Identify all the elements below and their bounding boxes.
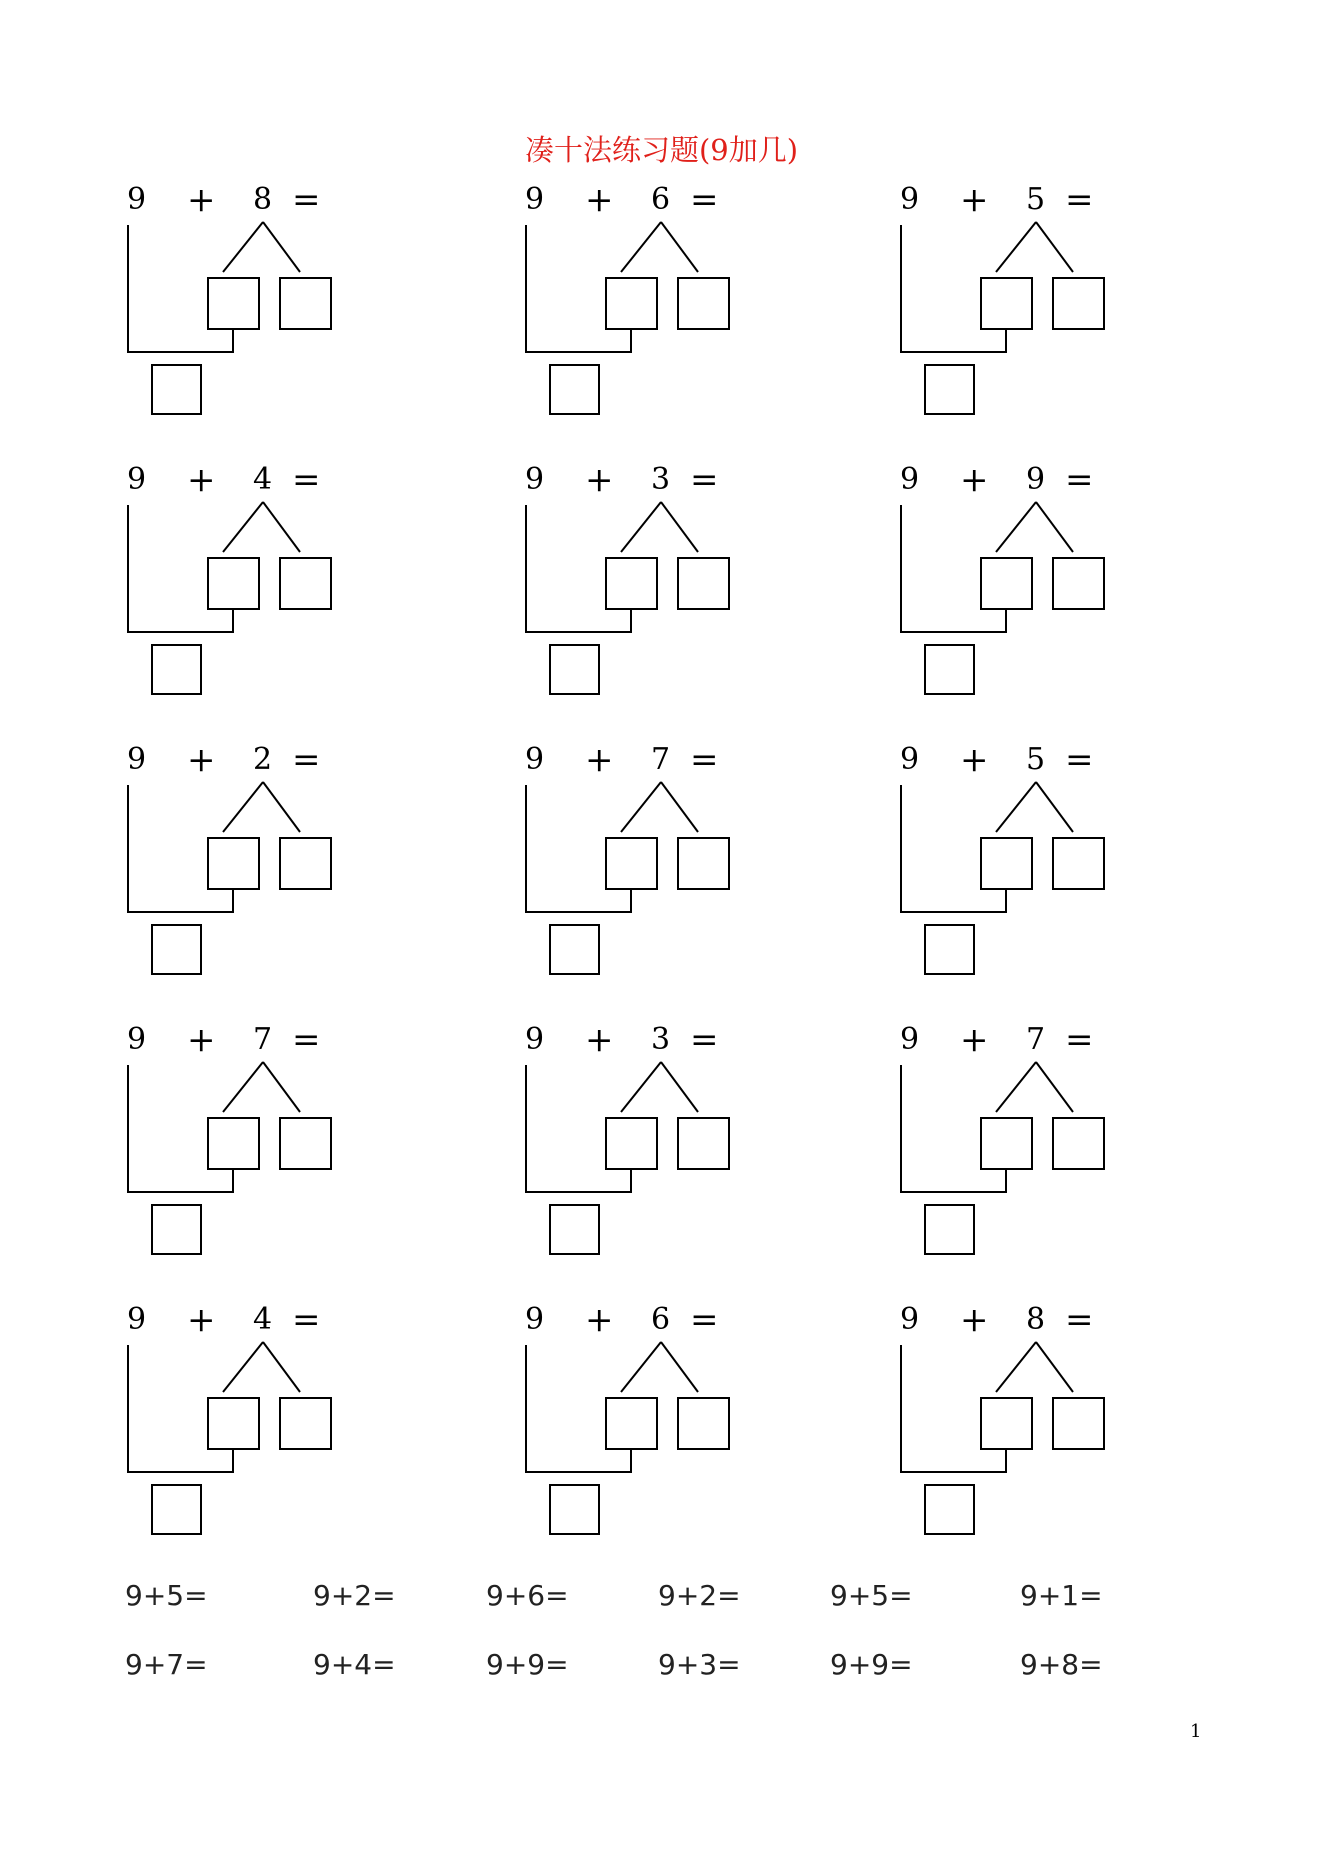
- split-line-left: [996, 502, 1036, 552]
- second-addend: 6: [651, 182, 671, 217]
- addend-nine: 9: [900, 1302, 920, 1337]
- combine-bracket: [901, 225, 1006, 352]
- part-box-left: [606, 278, 657, 329]
- second-addend: 7: [1026, 1022, 1046, 1057]
- combine-bracket: [526, 785, 631, 912]
- quick-equation: 9+5=: [125, 1579, 208, 1612]
- addend-nine: 9: [127, 1302, 147, 1337]
- problem-item: [898, 1300, 1278, 1560]
- quick-equation: 9+9=: [830, 1648, 913, 1681]
- second-addend: 3: [651, 1022, 671, 1057]
- second-addend: 9: [1026, 462, 1046, 497]
- equals-sign: =: [1065, 180, 1094, 220]
- combine-bracket: [901, 785, 1006, 912]
- answer-box[interactable]: [924, 644, 975, 695]
- answer-box[interactable]: [151, 1204, 202, 1255]
- part-box-left: [606, 1398, 657, 1449]
- part-box-right: [1053, 1118, 1104, 1169]
- quick-equation: 9+9=: [486, 1648, 569, 1681]
- split-line-left: [996, 222, 1036, 272]
- split-line-right: [263, 782, 300, 832]
- quick-equation: 9+1=: [1020, 1579, 1103, 1612]
- part-box-right: [678, 278, 729, 329]
- split-line-left: [996, 782, 1036, 832]
- split-line-right: [661, 782, 698, 832]
- part-box-left: [208, 558, 259, 609]
- part-box-left: [981, 558, 1032, 609]
- part-box-right: [1053, 278, 1104, 329]
- equals-sign: =: [1065, 740, 1094, 780]
- quick-equation: 9+2=: [658, 1579, 741, 1612]
- combine-bracket: [901, 1065, 1006, 1192]
- second-addend: 7: [253, 1022, 273, 1057]
- quick-equation-row: [0, 1645, 1323, 1685]
- plus-sign: +: [187, 1020, 216, 1060]
- part-box-right: [280, 278, 331, 329]
- plus-sign: +: [960, 1020, 989, 1060]
- answer-box[interactable]: [924, 924, 975, 975]
- split-line-right: [661, 502, 698, 552]
- quick-equation: 9+2=: [313, 1579, 396, 1612]
- plus-sign: +: [585, 1020, 614, 1060]
- split-line-left: [223, 1062, 263, 1112]
- split-line-right: [263, 222, 300, 272]
- equals-sign: =: [1065, 1300, 1094, 1340]
- split-line-left: [621, 1342, 661, 1392]
- second-addend: 8: [253, 182, 273, 217]
- part-box-left: [208, 278, 259, 329]
- part-box-left: [208, 1398, 259, 1449]
- part-box-left: [981, 1398, 1032, 1449]
- equals-sign: =: [690, 1300, 719, 1340]
- plus-sign: +: [187, 740, 216, 780]
- answer-box[interactable]: [924, 1484, 975, 1535]
- answer-box[interactable]: [549, 644, 600, 695]
- part-box-right: [280, 1118, 331, 1169]
- answer-box[interactable]: [151, 644, 202, 695]
- part-box-left: [981, 1118, 1032, 1169]
- split-line-right: [661, 1342, 698, 1392]
- second-addend: 6: [651, 1302, 671, 1337]
- split-line-left: [621, 502, 661, 552]
- combine-bracket: [128, 785, 233, 912]
- page-number: 1: [1190, 1721, 1202, 1742]
- split-line-right: [1036, 1342, 1073, 1392]
- problem-item: [523, 180, 903, 440]
- split-line-right: [1036, 222, 1073, 272]
- plus-sign: +: [960, 180, 989, 220]
- second-addend: 4: [253, 1302, 273, 1337]
- addend-nine: 9: [525, 1022, 545, 1057]
- split-line-right: [1036, 502, 1073, 552]
- addend-nine: 9: [900, 182, 920, 217]
- second-addend: 8: [1026, 1302, 1046, 1337]
- plus-sign: +: [585, 460, 614, 500]
- equals-sign: =: [1065, 1020, 1094, 1060]
- equals-sign: =: [1065, 460, 1094, 500]
- part-box-right: [1053, 838, 1104, 889]
- part-box-left: [208, 838, 259, 889]
- problem-item: [125, 1020, 505, 1280]
- split-line-left: [223, 1342, 263, 1392]
- second-addend: 5: [1026, 742, 1046, 777]
- problem-item: [125, 460, 505, 720]
- combine-bracket: [128, 505, 233, 632]
- quick-equation-row: [0, 1576, 1323, 1616]
- split-line-right: [1036, 1062, 1073, 1112]
- part-box-left: [606, 558, 657, 609]
- equals-sign: =: [690, 740, 719, 780]
- addend-nine: 9: [127, 742, 147, 777]
- plus-sign: +: [187, 1300, 216, 1340]
- answer-box[interactable]: [549, 364, 600, 415]
- plus-sign: +: [187, 460, 216, 500]
- problem-item: [523, 1020, 903, 1280]
- split-line-right: [661, 222, 698, 272]
- second-addend: 7: [651, 742, 671, 777]
- addend-nine: 9: [127, 1022, 147, 1057]
- quick-equation: 9+3=: [658, 1648, 741, 1681]
- part-box-right: [678, 1398, 729, 1449]
- plus-sign: +: [585, 740, 614, 780]
- answer-box[interactable]: [151, 1484, 202, 1535]
- part-box-right: [1053, 1398, 1104, 1449]
- quick-equation: 9+8=: [1020, 1648, 1103, 1681]
- second-addend: 4: [253, 462, 273, 497]
- combine-bracket: [526, 1065, 631, 1192]
- problem-item: [898, 740, 1278, 1000]
- part-box-right: [280, 838, 331, 889]
- combine-bracket: [128, 225, 233, 352]
- answer-box[interactable]: [549, 924, 600, 975]
- addend-nine: 9: [127, 462, 147, 497]
- answer-box[interactable]: [924, 364, 975, 415]
- addend-nine: 9: [127, 182, 147, 217]
- equals-sign: =: [292, 460, 321, 500]
- addend-nine: 9: [525, 462, 545, 497]
- part-box-right: [678, 838, 729, 889]
- part-box-left: [606, 1118, 657, 1169]
- plus-sign: +: [960, 740, 989, 780]
- answer-box[interactable]: [549, 1204, 600, 1255]
- combine-bracket: [901, 1345, 1006, 1472]
- plus-sign: +: [960, 1300, 989, 1340]
- problem-item: [125, 740, 505, 1000]
- addend-nine: 9: [525, 742, 545, 777]
- part-box-right: [280, 1398, 331, 1449]
- answer-box[interactable]: [549, 1484, 600, 1535]
- addend-nine: 9: [525, 182, 545, 217]
- part-box-right: [678, 558, 729, 609]
- problem-item: [898, 460, 1278, 720]
- part-box-right: [1053, 558, 1104, 609]
- addend-nine: 9: [900, 1022, 920, 1057]
- equals-sign: =: [292, 180, 321, 220]
- split-line-right: [661, 1062, 698, 1112]
- split-line-left: [996, 1342, 1036, 1392]
- part-box-left: [981, 838, 1032, 889]
- combine-bracket: [128, 1065, 233, 1192]
- problem-item: [125, 180, 505, 440]
- split-line-left: [996, 1062, 1036, 1112]
- quick-equation: 9+7=: [125, 1648, 208, 1681]
- split-line-right: [1036, 782, 1073, 832]
- split-line-left: [223, 782, 263, 832]
- split-line-left: [223, 502, 263, 552]
- answer-box[interactable]: [924, 1204, 975, 1255]
- quick-equation: 9+4=: [313, 1648, 396, 1681]
- problem-item: [523, 740, 903, 1000]
- equals-sign: =: [690, 1020, 719, 1060]
- answer-box[interactable]: [151, 924, 202, 975]
- combine-bracket: [526, 1345, 631, 1472]
- quick-equation: 9+5=: [830, 1579, 913, 1612]
- split-line-left: [223, 222, 263, 272]
- split-line-left: [621, 782, 661, 832]
- problem-item: [523, 1300, 903, 1560]
- combine-bracket: [526, 505, 631, 632]
- combine-bracket: [901, 505, 1006, 632]
- part-box-right: [678, 1118, 729, 1169]
- problem-item: [898, 180, 1278, 440]
- second-addend: 5: [1026, 182, 1046, 217]
- split-line-left: [621, 222, 661, 272]
- equals-sign: =: [292, 740, 321, 780]
- plus-sign: +: [585, 1300, 614, 1340]
- split-line-right: [263, 1062, 300, 1112]
- answer-box[interactable]: [151, 364, 202, 415]
- quick-equation: 9+6=: [486, 1579, 569, 1612]
- equals-sign: =: [690, 460, 719, 500]
- equals-sign: =: [292, 1020, 321, 1060]
- equals-sign: =: [292, 1300, 321, 1340]
- problem-item: [898, 1020, 1278, 1280]
- plus-sign: +: [187, 180, 216, 220]
- part-box-left: [606, 838, 657, 889]
- plus-sign: +: [960, 460, 989, 500]
- combine-bracket: [128, 1345, 233, 1472]
- split-line-left: [621, 1062, 661, 1112]
- part-box-left: [981, 278, 1032, 329]
- addend-nine: 9: [900, 742, 920, 777]
- second-addend: 2: [253, 742, 273, 777]
- problem-item: [523, 460, 903, 720]
- page-title: 凑十法练习题(9加几): [524, 133, 799, 167]
- part-box-right: [280, 558, 331, 609]
- problem-item: [125, 1300, 505, 1560]
- plus-sign: +: [585, 180, 614, 220]
- equals-sign: =: [690, 180, 719, 220]
- addend-nine: 9: [525, 1302, 545, 1337]
- part-box-left: [208, 1118, 259, 1169]
- combine-bracket: [526, 225, 631, 352]
- split-line-right: [263, 502, 300, 552]
- second-addend: 3: [651, 462, 671, 497]
- addend-nine: 9: [900, 462, 920, 497]
- split-line-right: [263, 1342, 300, 1392]
